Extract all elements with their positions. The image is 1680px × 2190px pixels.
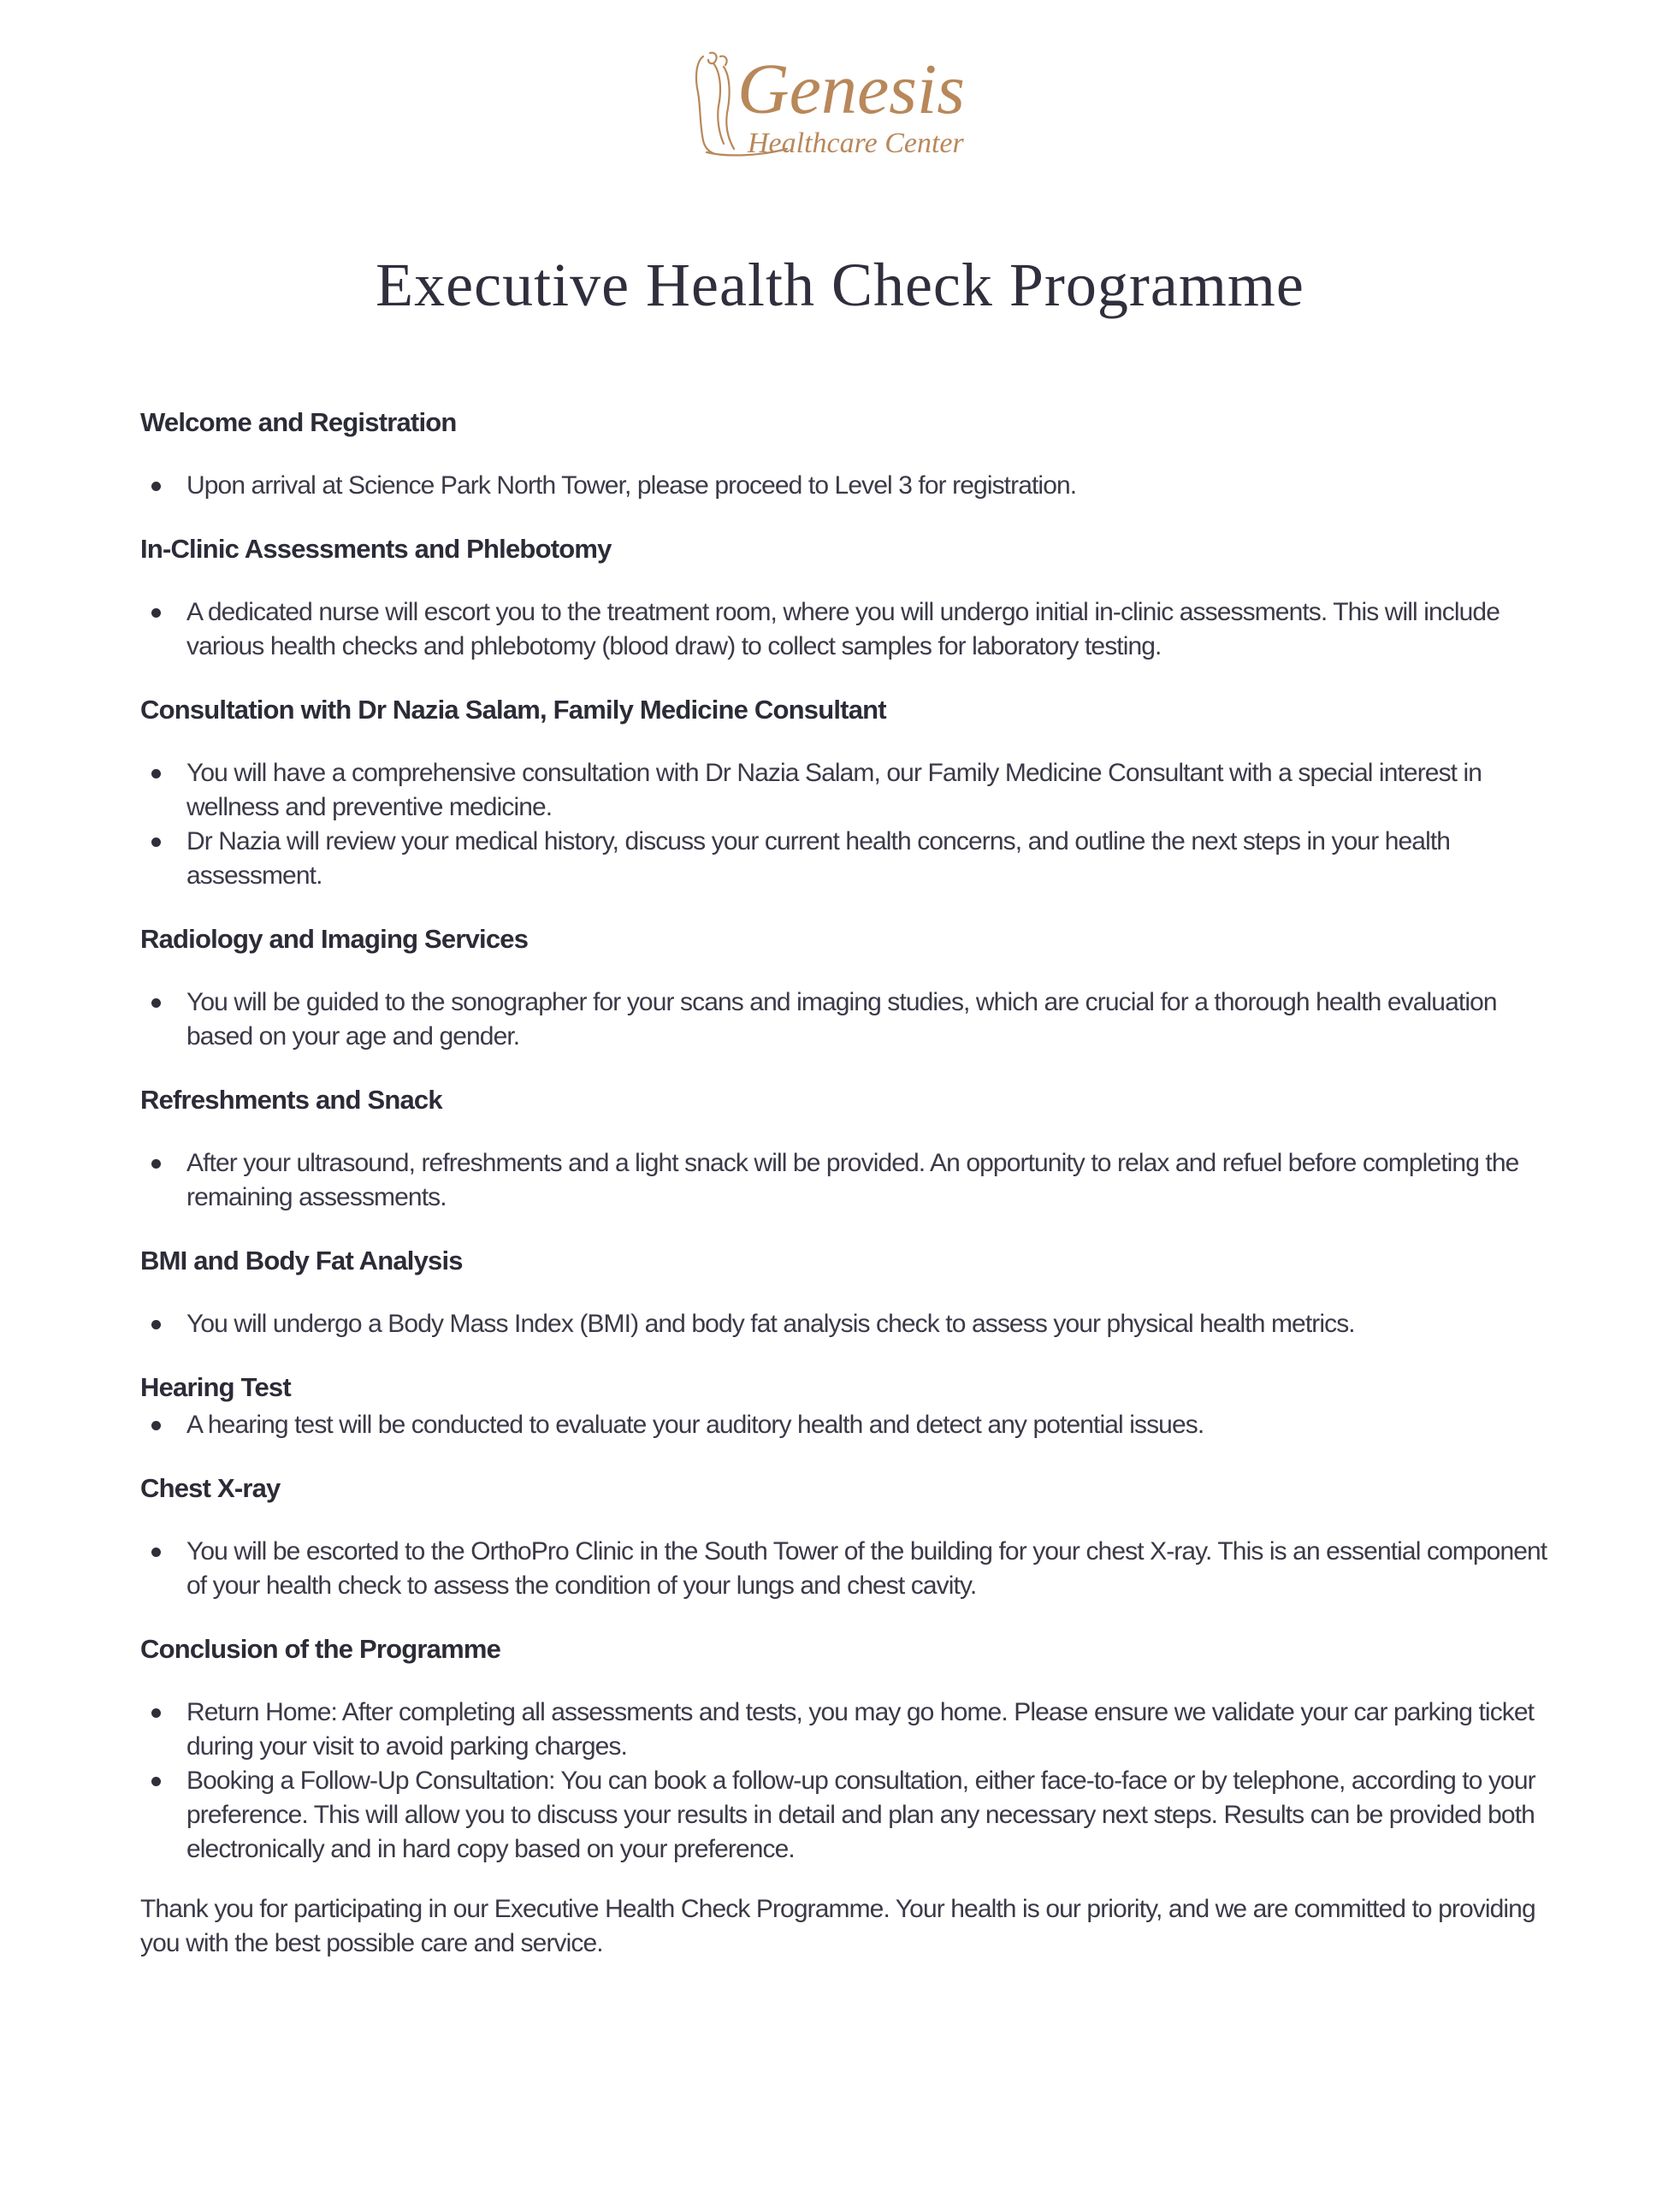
programme-content [140,402,1560,1961]
list-item-text: A dedicated nurse will escort you to the treatment room, where you will undergo initial in-clinic assessments. This will include various health checks and phlebotomy (blood draw) to collect samples for laboratory testing. [186,598,1500,660]
list-item-text: Upon arrival at Science Park North Tower, please proceed to Level 3 for registration. [186,471,1077,500]
bullet-list [140,469,1560,503]
bullet-list [140,595,1560,664]
list-item-text: You will have a comprehensive consultation with Dr Nazia Salam, our Family Medicine Consultant with a special interest in wellness and preventive medicine. [186,759,1482,821]
section-heading: BMI and Body Fat Analysis [140,1246,463,1276]
section-heading: Consultation with Dr Nazia Salam, Family Medicine Consultant [140,695,886,725]
bullet-icon [151,1777,161,1786]
section-heading: Radiology and Imaging Services [140,924,529,954]
list-item [140,1408,1560,1442]
list-item-text: You will undergo a Body Mass Index (BMI) and body fat analysis check to assess your physical health metrics. [186,1310,1355,1338]
bullet-icon [151,1421,161,1430]
section-in-clinic-assessments [140,529,1560,664]
list-item [140,1764,1560,1867]
section-welcome-registration [140,402,1560,503]
bullet-icon [151,1548,161,1557]
section-heading: Welcome and Registration [140,407,457,437]
list-item-text: Booking a Follow-Up Consultation: You can book a follow-up consultation, either face-to-face or by telephone, according to your preference. This will allow you to discuss your results in detail and plan any necessary next steps. Results can be provided both electronically and in hard copy based on your preference. [186,1767,1535,1863]
bullet-icon [151,608,161,618]
section-bmi-body-fat [140,1240,1560,1341]
bullet-list [140,756,1560,893]
list-item [140,825,1560,893]
section-conclusion [140,1629,1560,1867]
section-heading: In-Clinic Assessments and Phlebotomy [140,534,612,564]
bullet-icon [151,1159,161,1169]
section-chest-xray [140,1468,1560,1603]
list-item-text: A hearing test will be conducted to evaluate your auditory health and detect any potential issues. [186,1411,1204,1439]
section-consultation [140,690,1560,893]
bullet-icon [151,769,161,778]
section-refreshments [140,1080,1560,1215]
genesis-logo-mark [684,43,1009,171]
section-radiology-imaging [140,919,1560,1054]
list-item [140,469,1560,503]
list-item [140,1696,1560,1764]
section-heading: Hearing Test [140,1372,291,1402]
bullet-list [140,1535,1560,1603]
list-item [140,595,1560,664]
bullet-list [140,1307,1560,1341]
list-item [140,1307,1560,1341]
logo-name: Genesis [737,50,965,129]
bullet-icon [151,1320,161,1329]
section-hearing-test [140,1367,1560,1442]
list-item [140,986,1560,1054]
list-item-text: Dr Nazia will review your medical history, discuss your current health concerns, and outline the next steps in your health assessment. [186,827,1451,890]
bullet-list [140,1408,1560,1442]
bullet-icon [151,1708,161,1718]
section-heading: Chest X-ray [140,1473,281,1503]
bullet-icon [151,838,161,847]
closing-paragraph: Thank you for participating in our Executive Health Check Programme. Your health is our priority, and we are committed to providing you with the best possible care and service. [140,1895,1535,1957]
section-heading: Conclusion of the Programme [140,1634,501,1664]
bullet-list [140,986,1560,1054]
list-item [140,1535,1560,1603]
list-item-text: After your ultrasound, refreshments and a light snack will be provided. An opportunity to relax and refuel before completing the remaining assessments. [186,1149,1519,1211]
page-title: Executive Health Check Programme [376,251,1304,319]
list-item [140,756,1560,825]
list-item-text: Return Home: After completing all assessments and tests, you may go home. Please ensure we validate your car parking ticket during your visit to avoid parking charges. [186,1698,1535,1761]
bullet-list [140,1146,1560,1215]
logo-subtitle: Healthcare Center [748,127,964,159]
bullet-icon [151,998,161,1008]
list-item [140,1146,1560,1215]
list-item-text: You will be guided to the sonographer for your scans and imaging studies, which are crucial for a thorough health evaluation based on your age and gender. [186,988,1497,1051]
section-heading: Refreshments and Snack [140,1085,442,1115]
bullet-icon [151,482,161,491]
list-item-text: You will be escorted to the OrthoPro Clinic in the South Tower of the building for your chest X-ray. This is an essential component of your health check to assess the condition of your lungs and chest cavity. [186,1537,1547,1600]
genesis-logo [684,43,1009,171]
bullet-list [140,1696,1560,1867]
